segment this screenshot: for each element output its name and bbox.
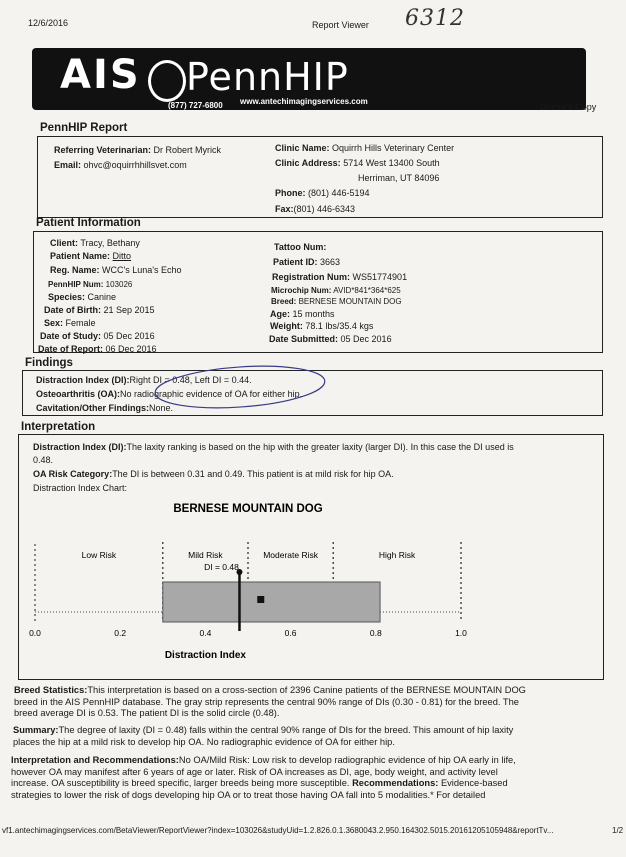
patient-info-title: Patient Information (36, 217, 141, 229)
interpretation-title: Interpretation (21, 421, 96, 433)
fax-row: Fax:(801) 446-6343 (275, 204, 356, 214)
breed-range-strip (163, 582, 380, 622)
findings-oa-row: Osteoarthritis (OA):No radiographic evidence of OA for either hip. (36, 389, 303, 399)
dob-row: Date of Birth: 21 Sep 2015 (44, 305, 155, 315)
microchip-row: Microchip Num: AVID*841*364*625 (271, 286, 401, 295)
pennhip-num-row: PennHIP Num: 103026 (48, 280, 133, 289)
study-date-row: Date of Study: 05 Dec 2016 (40, 331, 155, 341)
brand-ring-icon (148, 60, 186, 102)
age-row: Age: 15 months (270, 309, 335, 319)
weight-row: Weight: 78.1 lbs/35.4 kgs (270, 321, 374, 331)
pennhip-report-title: PennHIP Report (40, 122, 128, 134)
x-tick-label: 1.0 (455, 628, 467, 638)
copy-label: Doctor's Copy (540, 102, 597, 112)
summary: Summary:The degree of laxity (DI = 0.48) falls within the central 90% range of DIs for the breed. This amount of hip laxity places the hip at a mild risk to develop hip OA. No radiographic evidence of OA for either hip. (13, 725, 514, 747)
breed-row: Breed: BERNESE MOUNTAIN DOG (271, 297, 402, 306)
species-row: Species: Canine (48, 292, 117, 302)
zone-label: Low Risk (81, 550, 117, 560)
brand-pennhip: PennHIP (186, 55, 349, 99)
registration-row: Registration Num: WS51774901 (272, 272, 408, 282)
zone-label: Mild Risk (188, 550, 223, 560)
email-row: Email: ohvc@oquirrhhillsvet.com (54, 160, 187, 170)
phone-row: Phone: (801) 446-5194 (275, 188, 370, 198)
x-tick-label: 0.2 (114, 628, 127, 638)
x-tick-label: 0.0 (29, 628, 41, 638)
findings-di-row: Distraction Index (DI):Right DI = 0.48, Left DI = 0.44. (36, 375, 252, 385)
findings-title: Findings (25, 357, 73, 369)
referring-vet-row: Referring Veterinarian: Dr Robert Myrick (54, 145, 222, 155)
recommendations: Interpretation and Recommendations:No OA/Mild Risk: Low risk to develop radiographic evidence of hip OA early in life, however OA may manifest after 6 years of age or later. Risk of OA increases as DI, age, body weight, and activity level increase. OA susceptibility is breed specific, larger breeds being more susceptible. Recommendations: Evidence-based strategies to lower the risk of dogs developing hip OA or to treat those having OA fall into 5 modalities.* For detailed (11, 755, 516, 800)
submitted-row: Date Submitted: 05 Dec 2016 (269, 334, 392, 344)
brand-ais: AIS (60, 52, 141, 98)
print-date: 12/6/2016 (28, 18, 69, 28)
brand-website: www.antechimagingservices.com (240, 97, 368, 106)
interp-oa-risk: OA Risk Category:The DI is between 0.31 and 0.49. This patient is at mild risk for hip OA. (33, 469, 394, 479)
footer-page-number: 1/2 (612, 826, 624, 835)
x-axis-label: Distraction Index (164, 650, 246, 661)
breed-average-marker (257, 596, 264, 603)
clinic-address-line2: Herriman, UT 84096 (358, 173, 440, 183)
brand-phone: (877) 727-6800 (168, 101, 223, 110)
zone-label: Moderate Risk (263, 550, 319, 560)
handwritten-circle-annotation (150, 362, 330, 412)
distraction-index-chart (18, 494, 602, 674)
reg-name-row: Reg. Name: WCC's Luna's Echo (50, 265, 182, 275)
chart-title: BERNESE MOUNTAIN DOG (173, 503, 323, 515)
clinic-name-row: Clinic Name: Oquirrh Hills Veterinary Center (275, 143, 455, 153)
handwritten-number: 6312 (405, 6, 465, 31)
footer-url: vf1.antechimagingservices.com/BetaViewer/ReportViewer?index=103026&studyUid=1.2.826.0.1.3680043.2.950.164302.5015.20161205105948&reportTv... (2, 826, 554, 835)
sex-row: Sex: Female (44, 318, 96, 328)
x-tick-label: 0.8 (369, 628, 382, 638)
x-tick-label: 0.4 (199, 628, 212, 638)
patient-name-row: Patient Name: Ditto (50, 251, 132, 261)
breed-statistics: Breed Statistics:This interpretation is based on a cross-section of 2396 Canine patients of the BERNESE MOUNTAIN DOG breed in the AIS PennHIP database. The gray strip represents the central 90% range of DIs (0.30 - 0.81) for the breed. The breed average DI is 0.53. The patient DI is the solid circle (0.48). (14, 685, 526, 719)
interp-chart-label: Distraction Index Chart: (33, 483, 128, 493)
tattoo-row: Tattoo Num: (274, 242, 327, 252)
zone-label: High Risk (378, 550, 416, 560)
findings-cavitation-row: Cavitation/Other Findings:None. (36, 403, 174, 413)
report-date-row: Date of Report: 06 Dec 2016 (38, 344, 157, 354)
client-row: Client: Tracy, Bethany (50, 238, 140, 248)
clinic-address-row: Clinic Address: 5714 West 13400 South (275, 158, 440, 168)
print-title: Report Viewer (312, 20, 369, 30)
patient-id-row: Patient ID: 3663 (273, 257, 341, 267)
x-tick-label: 0.6 (284, 628, 297, 638)
interp-di-line2: 0.48. (33, 455, 54, 465)
patient-di-label: DI = 0.48 (204, 562, 239, 572)
interp-di-line1: Distraction Index (DI):The laxity ranking is based on the hip with the greater laxity (larger DI). In this case the DI used is (33, 442, 514, 452)
